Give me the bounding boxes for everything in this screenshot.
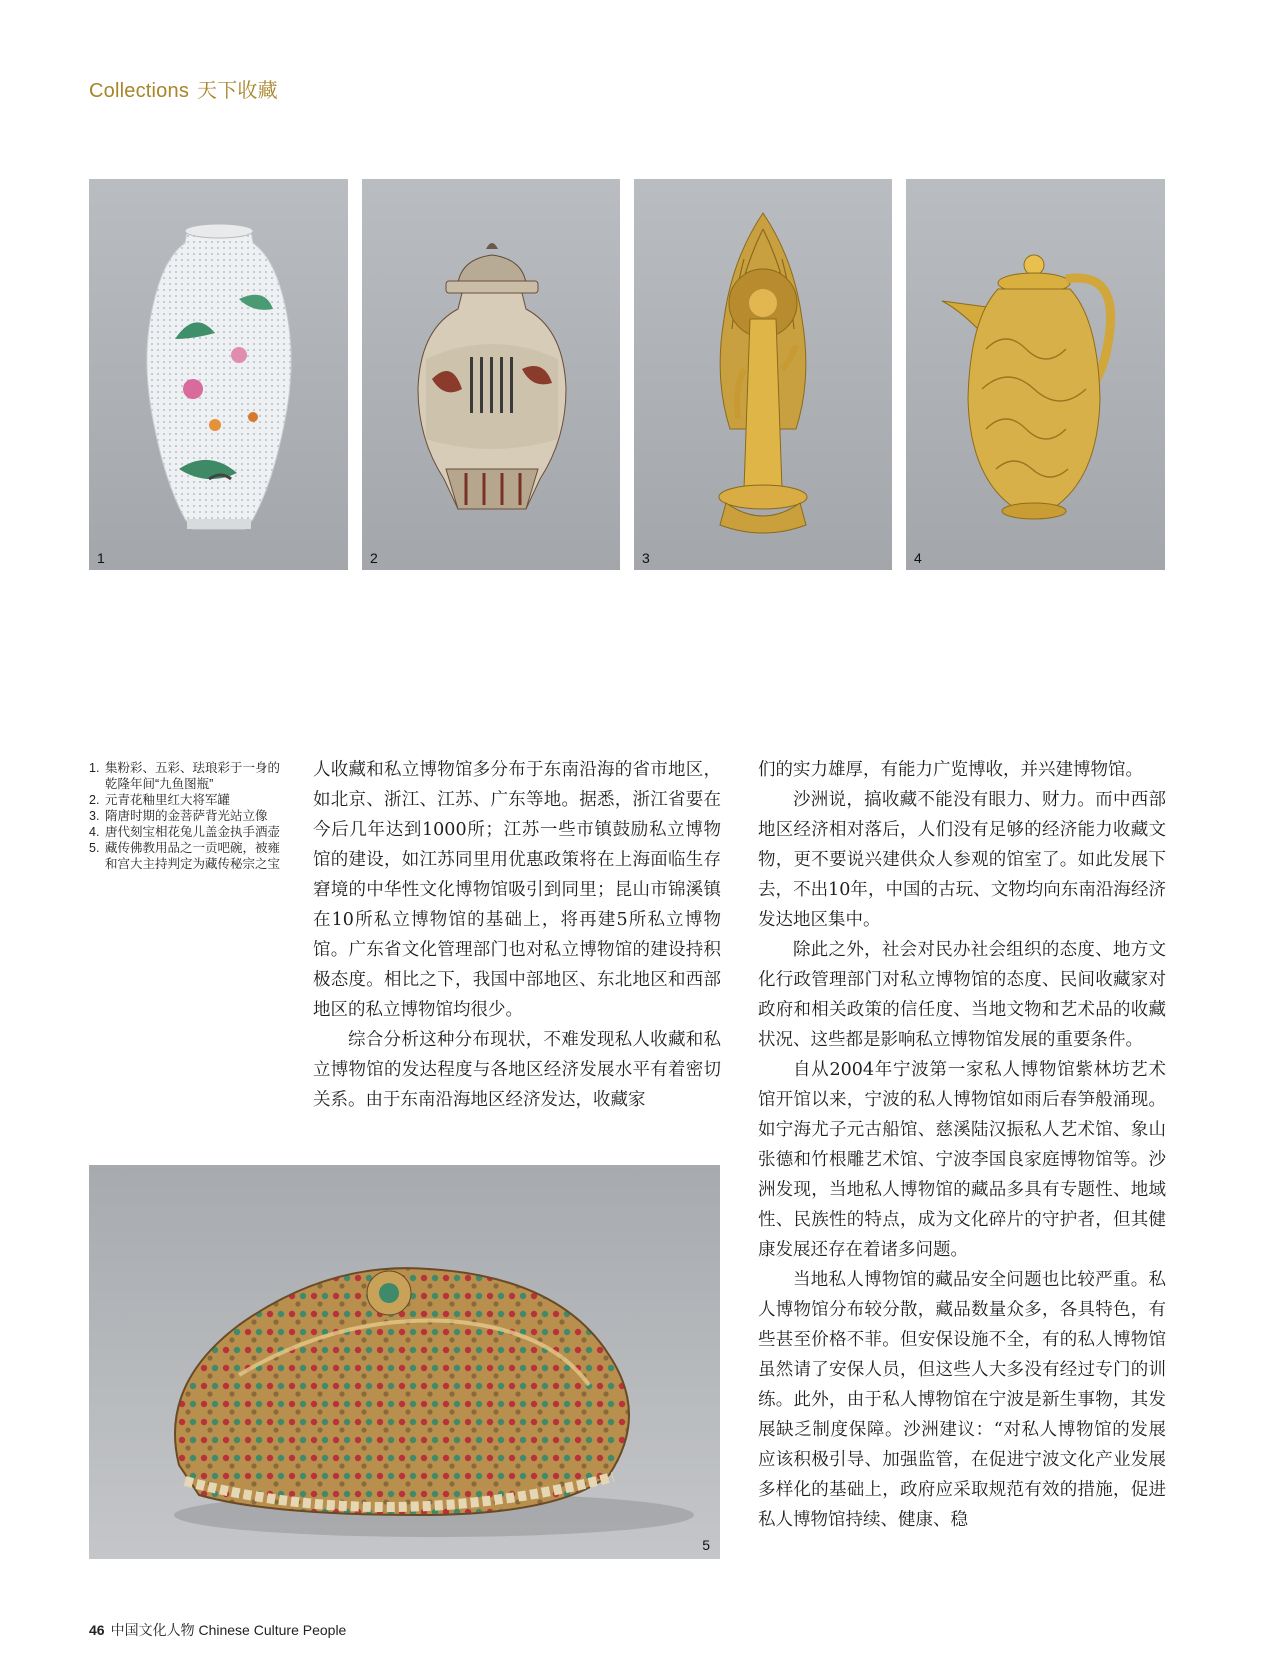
caption-item: 4. 唐代刻宝相花兔儿盖金执手酒壶 — [89, 825, 281, 839]
paragraph: 当地私人博物馆的藏品安全问题也比较严重。私人博物馆分布较分散，藏品数量众多，各具特色，有些甚至价格不菲。但安保设施不全，有的私人博物馆虽然请了安保人员，但这些人大多没有经过专门的训练。此外，由于私人博物馆在宁波是新生事物，其发展缺乏制度保障。沙洲建议：“对私人博物馆的发展应该积极引导、加强监管，在促进宁波文化产业发展多样化的基础上，政府应采取规范有效的措施，促进私人博物馆持续、健康、稳 — [758, 1270, 1166, 1530]
photo-ritual-bowl — [89, 1165, 720, 1559]
caption-item: 1. 集粉彩、五彩、珐琅彩于一身的乾隆年间“九鱼图瓶” — [89, 761, 281, 791]
section-title-cn: 天下收藏 — [197, 80, 278, 102]
publication-title: 中国文化人物 Chinese Culture People — [110, 1622, 347, 1638]
bodhisattva-illustration — [634, 179, 892, 570]
paragraph: 们的实力雄厚，有能力广览博收，并兴建博物馆。 — [758, 760, 1143, 780]
page-number: 46 — [89, 1622, 105, 1638]
photo-number: 5 — [702, 1537, 710, 1553]
photo-bodhisattva — [634, 179, 892, 570]
photo-number: 3 — [642, 550, 650, 566]
section-header — [89, 74, 278, 103]
page-footer — [89, 1620, 346, 1640]
caption-item: 3. 隋唐时期的金菩萨背光站立像 — [89, 809, 268, 823]
photo-number: 1 — [97, 550, 105, 566]
ritual-bowl-illustration — [89, 1165, 720, 1559]
paragraph: 自从2004年宁波第一家私人博物馆紫林坊艺术馆开馆以来，宁波的私人博物馆如雨后春笋般涌现。如宁海尤子元古船馆、慈溪陆汉振私人艺术馆、象山张德和竹根雕艺术馆、宁波李国良家庭博物馆等。沙洲发现，当地私人博物馆的藏品多具有专题性、地域性、民族性的特点，成为文化碎片的守护者，但其健康发展还存在着诸多问题。 — [758, 1060, 1166, 1260]
vase-illustration — [89, 179, 348, 570]
paragraph: 人收藏和私立博物馆多分布于东南沿海的省市地区，如北京、浙江、江苏、广东等地。据悉，浙江省要在今后几年达到1000所；江苏一些市镇鼓励私立博物馆的建设，如江苏同里用优惠政策将在上海面临生存窘境的中华性文化博物馆吸引到同里；昆山市锦溪镇在10所私立博物馆的基础上，将再建5所私立博物馆。广东省文化管理部门也对私立博物馆的建设持积极态度。相比之下，我国中部地区、东北地区和西部地区的私立博物馆均很少。 — [313, 760, 721, 1020]
photo-vase — [89, 179, 348, 570]
jar-illustration — [362, 179, 620, 570]
article-column-middle — [313, 755, 721, 1115]
ewer-illustration — [906, 179, 1165, 570]
photo-gold-ewer — [906, 179, 1165, 570]
caption-item: 5. 藏传佛教用品之一贡吧碗，被雍和宫大主持判定为藏传秘宗之宝 — [89, 841, 281, 871]
paragraph: 综合分析这种分布现状，不难发现私人收藏和私立博物馆的发达程度与各地区经济发展水平有着密切关系。由于东南沿海地区经济发达，收藏家 — [313, 1030, 721, 1110]
photo-number: 4 — [914, 550, 922, 566]
section-title-en: Collections — [89, 80, 190, 102]
photo-captions — [89, 760, 281, 872]
paragraph: 除此之外，社会对民办社会组织的态度、地方文化行政管理部门对私立博物馆的态度、民间收藏家对政府和相关政策的信任度、当地文物和艺术品的收藏状况、这些都是影响私立博物馆发展的重要条件。 — [758, 940, 1166, 1050]
photo-jar — [362, 179, 620, 570]
photo-number: 2 — [370, 550, 378, 566]
article-column-right — [758, 755, 1166, 1535]
caption-item: 2. 元青花釉里红大将军罐 — [89, 793, 231, 807]
paragraph: 沙洲说，搞收藏不能没有眼力、财力。而中西部地区经济相对落后，人们没有足够的经济能力收藏文物，更不要说兴建供众人参观的馆室了。如此发展下去，不出10年，中国的古玩、文物均向东南沿海经济发达地区集中。 — [758, 790, 1166, 930]
